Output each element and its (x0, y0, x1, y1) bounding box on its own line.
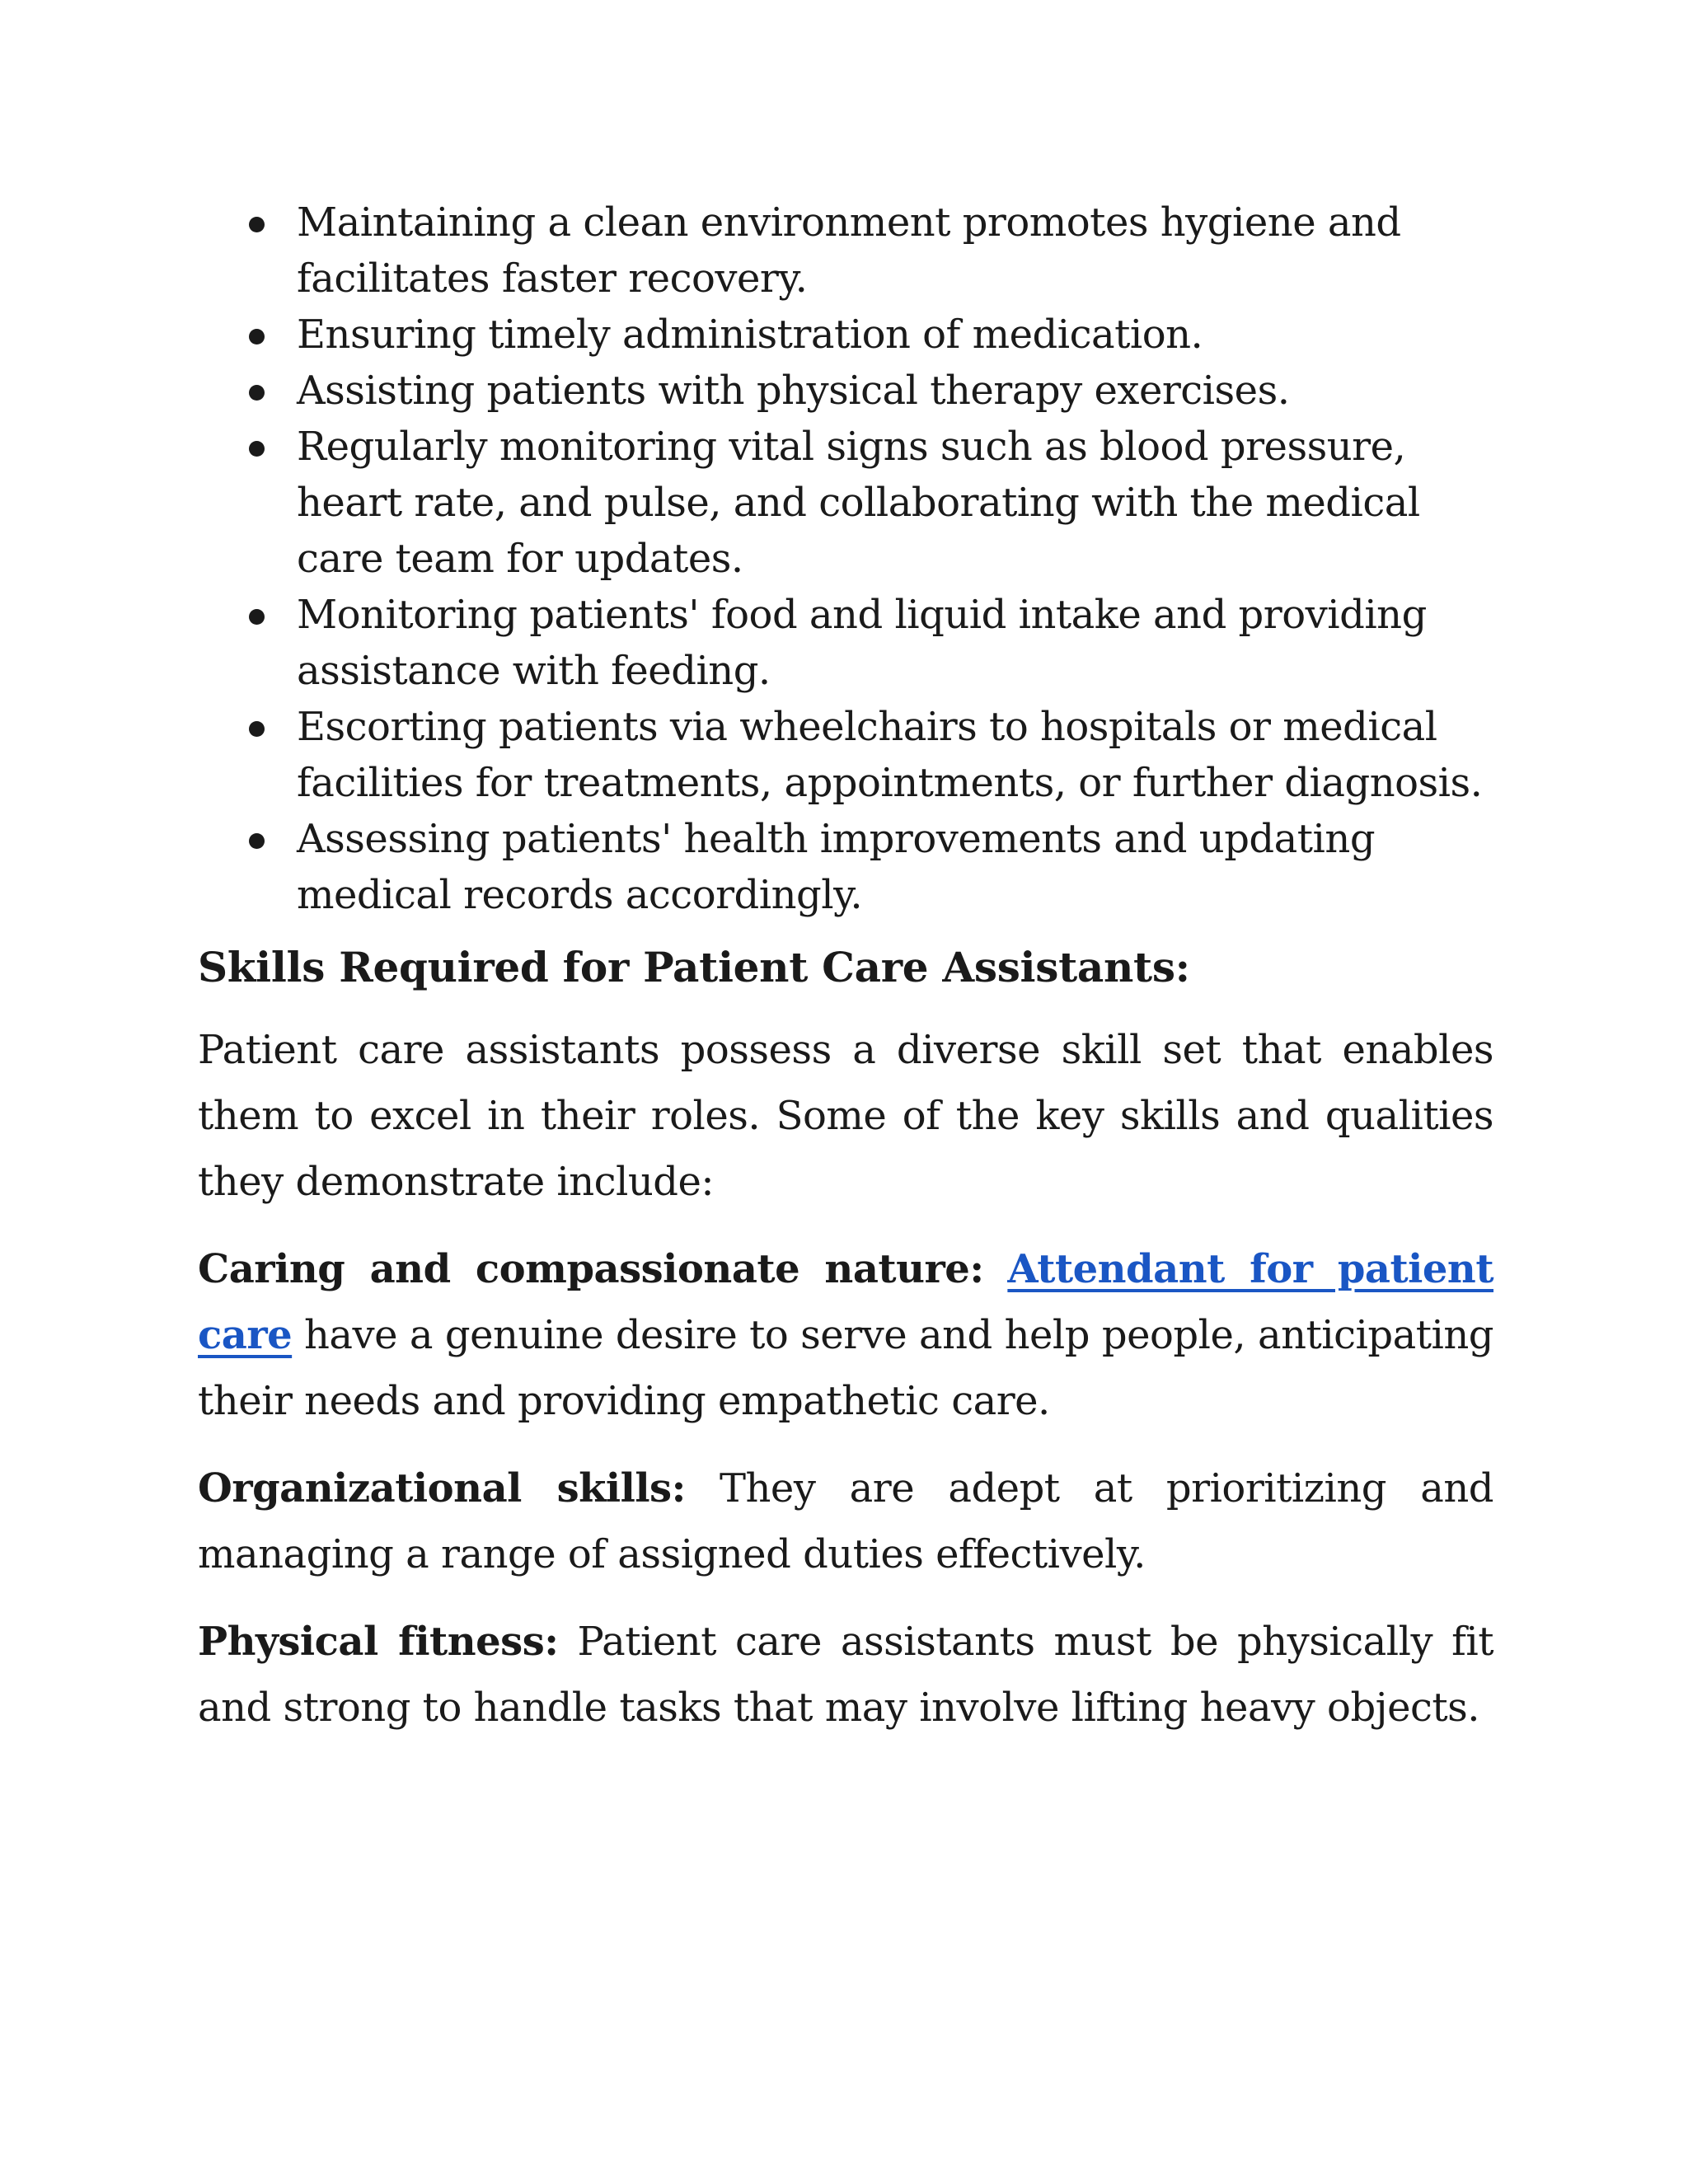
list-item (198, 811, 1493, 923)
list-item-text: Assisting patients with physical therapy exercises. (297, 368, 1290, 414)
bullet-icon (249, 441, 265, 457)
skill-caring-text: have a genuine desire to serve and help people, anticipating their needs and providing empathetic care. (198, 1312, 1493, 1424)
list-item (198, 194, 1493, 307)
attendant-for-patient-care-link[interactable]: Attendant for patient care (198, 1246, 1493, 1358)
list-item-text: Maintaining a clean environment promotes hygiene and facilitates faster recovery. (297, 199, 1401, 302)
bullet-icon (249, 385, 265, 401)
skill-caring-paragraph (198, 1236, 1493, 1434)
skill-organizational-paragraph (198, 1455, 1493, 1587)
document-page (198, 194, 1493, 1741)
duties-list (198, 194, 1493, 923)
bullet-icon (249, 609, 265, 625)
bullet-icon (249, 833, 265, 849)
skill-physical-label: Physical fitness: (198, 1619, 559, 1665)
bullet-icon (249, 217, 265, 232)
section-heading: Skills Required for Patient Care Assistants: (198, 943, 1190, 991)
intro-paragraph: Patient care assistants possess a diverse skill set that enables them to excel in their roles. Some of the key skills and qualities they demonstrate include: (198, 1027, 1493, 1205)
list-item (198, 363, 1493, 419)
list-item (198, 419, 1493, 587)
skill-physical-paragraph (198, 1609, 1493, 1741)
skill-caring-label: Caring and compassionate nature: (198, 1246, 984, 1292)
list-item (198, 587, 1493, 699)
list-item (198, 307, 1493, 363)
list-item-text: Monitoring patients' food and liquid intake and providing assistance with feeding. (297, 592, 1427, 694)
bullet-icon (249, 329, 265, 344)
skill-physical-text: Patient care assistants must be physically fit and strong to handle tasks that may involve lifting heavy objects. (198, 1619, 1494, 1731)
list-item-text: Regularly monitoring vital signs such as blood pressure, heart rate, and pulse, and collaborating with the medical care team for updates. (297, 424, 1420, 582)
list-item-text: Ensuring timely administration of medication. (297, 312, 1203, 358)
skill-organizational-label: Organizational skills: (198, 1465, 686, 1511)
list-item-text: Escorting patients via wheelchairs to hospitals or medical facilities for treatments, appointments, or further diagnosis. (297, 704, 1483, 806)
list-item (198, 699, 1493, 811)
skill-organizational-text: They are adept at prioritizing and managing a range of assigned duties effectively. (198, 1465, 1493, 1577)
list-item-text: Assessing patients' health improvements and updating medical records accordingly. (297, 816, 1376, 918)
bullet-icon (249, 721, 265, 737)
